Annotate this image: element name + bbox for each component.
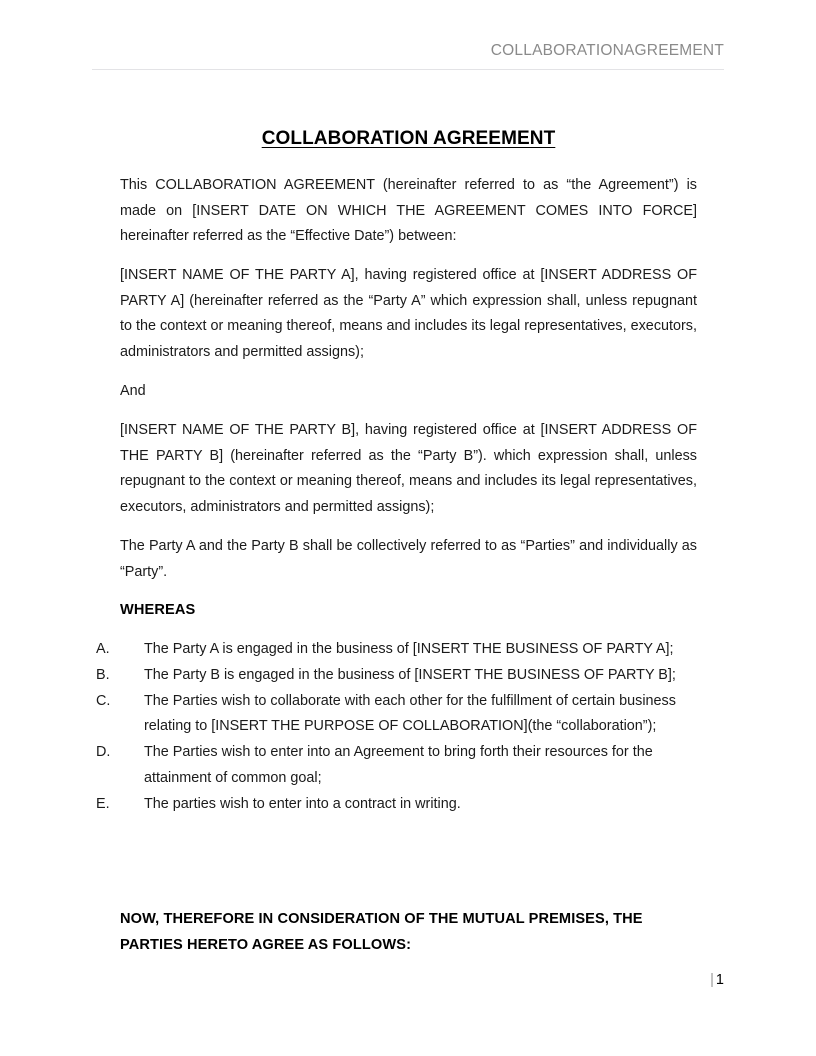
list-item-marker: D. <box>96 744 111 761</box>
list-item-marker: A. <box>96 641 110 657</box>
list-item-text: The Parties wish to enter into an Agreement to bring forth their resources for the attainment of common goal; <box>144 744 653 786</box>
list-item-text: The Party A is engaged in the business of [INSERT THE BUSINESS OF PARTY A]; <box>144 641 674 657</box>
header-divider <box>92 69 724 70</box>
list-item-text: The Parties wish to collaborate with each other for the fulfillment of certain business relating to [INSERT THE PURPOSE OF COLLABORATION](the “collaboration”); <box>144 692 676 735</box>
list-item-marker: C. <box>96 692 111 709</box>
list-item-marker: B. <box>96 666 110 683</box>
list-item <box>0 792 816 818</box>
recitals-list <box>0 637 816 818</box>
page-title: COLLABORATION AGREEMENT <box>261 128 556 149</box>
list-item <box>0 689 816 741</box>
page-number: 1 <box>715 972 724 988</box>
paragraph-party-b: [INSERT NAME OF THE PARTY B], having registered office at [INSERT ADDRESS OF THE PARTY B] (hereinafter referred as the “Party B”). which expression shall, unless repugnant to the context or meaning thereof, means and includes its legal representatives, executors, administrators and permitted assigns); <box>120 422 697 515</box>
list-item <box>0 663 816 689</box>
whereas-heading: WHEREAS <box>120 602 196 618</box>
list-item-marker: E. <box>96 795 110 812</box>
running-header <box>92 42 724 60</box>
footer-separator: | <box>710 972 714 988</box>
page-footer <box>92 972 724 988</box>
list-item <box>0 637 816 663</box>
list-item-text: The parties wish to enter into a contract in writing. <box>144 795 461 812</box>
paragraph-intro: This COLLABORATION AGREEMENT (hereinafter referred to as “the Agreement”) is made on [INSERT DATE ON WHICH THE AGREEMENT COMES INTO FORCE] hereinafter referred as the “Effective Date”) between: <box>120 177 697 245</box>
list-item-text: The Party B is engaged in the business of [INSERT THE BUSINESS OF PARTY B]; <box>144 666 676 683</box>
running-header-title: COLLABORATIONAGREEMENT <box>490 42 724 59</box>
list-item <box>0 740 816 792</box>
paragraph-party-a: [INSERT NAME OF THE PARTY A], having registered office at [INSERT ADDRESS OF PARTY A] (hereinafter referred as the “Party A” which expression shall, unless repugnant to the context or meaning thereof, means and includes its legal representatives, executors, administrators and permitted assigns); <box>120 267 697 360</box>
closing-statement: NOW, THEREFORE IN CONSIDERATION OF THE MUTUAL PREMISES, THE PARTIES HERETO AGREE AS FOLLOWS: <box>120 911 643 953</box>
paragraph-and: And <box>120 383 146 399</box>
paragraph-parties-definition: The Party A and the Party B shall be collectively referred to as “Parties” and individually as “Party”. <box>120 538 697 580</box>
